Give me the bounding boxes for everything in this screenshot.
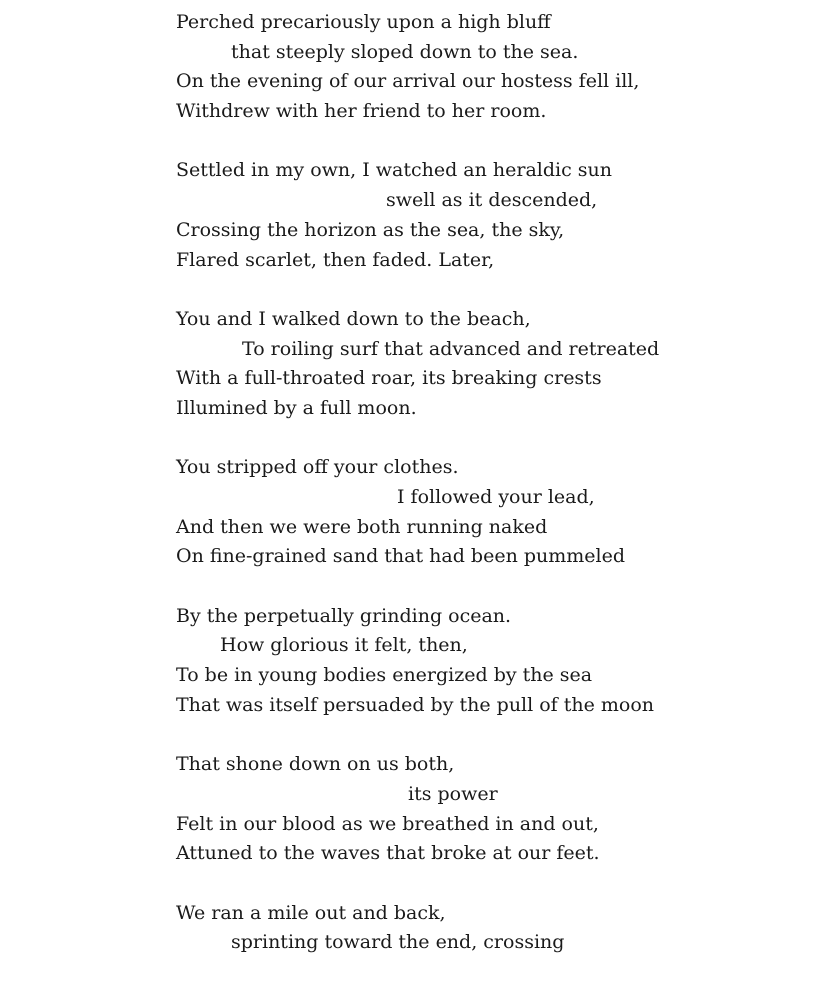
poem-line: On fine-grained sand that had been pummeled	[176, 545, 626, 568]
stanza-6	[176, 750, 659, 869]
poem-line-indented: How glorious it felt, then,	[220, 634, 468, 657]
poem-line: Illumined by a full moon.	[176, 396, 417, 419]
stanza-5	[176, 602, 659, 721]
poem-line-indented: I followed your lead,	[397, 486, 595, 508]
poem-line: You stripped off your clothes.	[176, 456, 459, 479]
poem-line: You and I walked down to the beach,	[176, 307, 531, 330]
poem-line-indented: that steeply sloped down to the sea.	[231, 40, 579, 63]
poem-line: Felt in our blood as we breathed in and out,	[176, 812, 599, 835]
stanza-7	[176, 899, 659, 958]
poem-line: On the evening of our arrival our hostess fell ill,	[176, 70, 640, 93]
stanza-4	[176, 453, 659, 572]
stanza-3	[176, 305, 659, 424]
poem-line: That was itself persuaded by the pull of the moon	[176, 693, 655, 716]
poem-body	[176, 8, 659, 988]
poem-line: Attuned to the waves that broke at our feet.	[176, 842, 600, 865]
poem-line: Perched precariously upon a high bluff	[176, 11, 551, 33]
poem-line: Crossing the horizon as the sea, the sky,	[176, 218, 565, 241]
poem-line: And then we were both running naked	[176, 515, 548, 538]
poem-line: By the perpetually grinding ocean.	[176, 604, 512, 627]
poem-line-indented: its power	[408, 782, 498, 805]
poem-line: With a full-throated roar, its breaking crests	[176, 367, 602, 390]
poem-line: Settled in my own, I watched an heraldic sun	[176, 159, 613, 182]
poem-line: To be in young bodies energized by the sea	[176, 664, 593, 687]
stanza-1	[176, 8, 659, 127]
poem-line-indented: To roiling surf that advanced and retreated	[242, 337, 660, 360]
poem-line: Flared scarlet, then faded. Later,	[176, 248, 495, 271]
poem-line: Withdrew with her friend to her room.	[176, 100, 547, 123]
poem-line: That shone down on us both,	[176, 753, 455, 776]
poem-line: We ran a mile out and back,	[176, 901, 446, 924]
stanza-2	[176, 156, 659, 275]
poem-line-indented: sprinting toward the end, crossing	[231, 931, 565, 954]
poem-line-indented: swell as it descended,	[386, 189, 598, 212]
